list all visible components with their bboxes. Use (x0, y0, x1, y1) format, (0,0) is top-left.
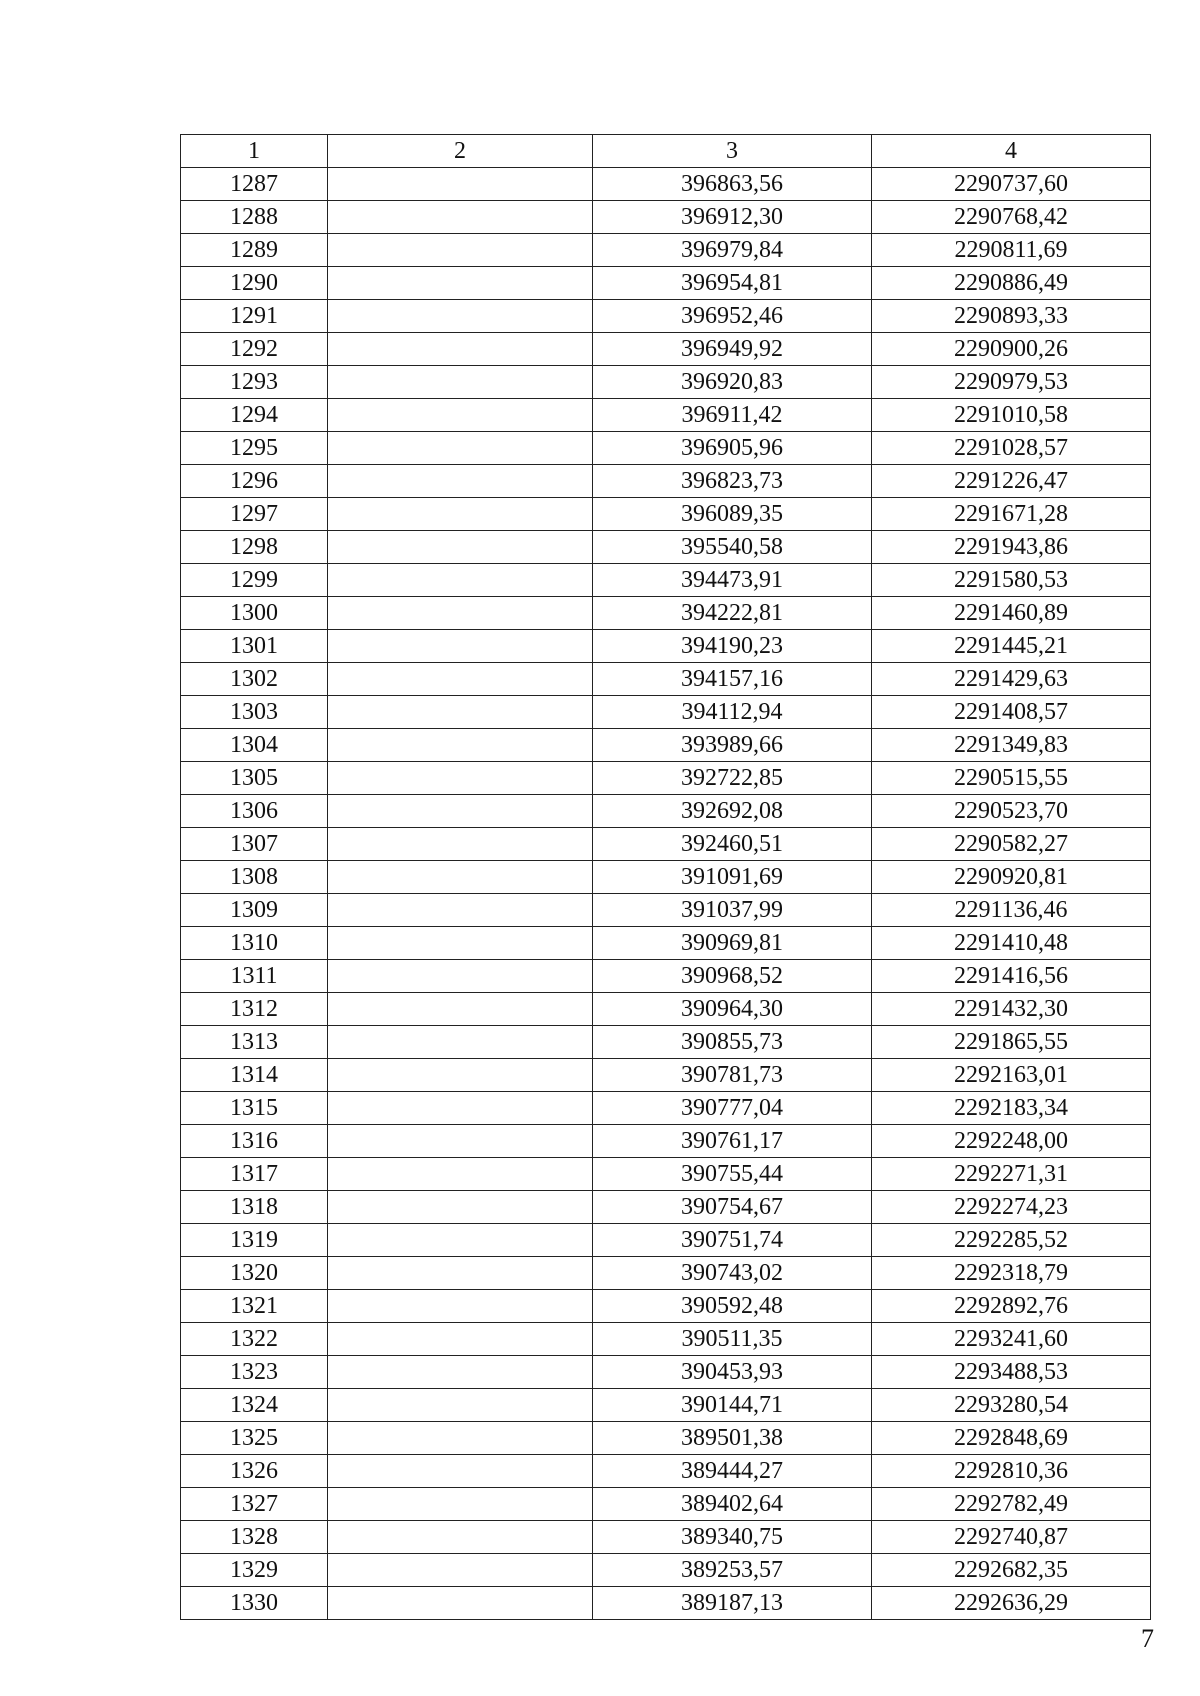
coordinate-y-cell: 2291416,56 (872, 960, 1151, 993)
coordinate-x-cell: 396979,84 (593, 234, 872, 267)
table-row (181, 1455, 1151, 1488)
point-number-cell: 1316 (181, 1125, 328, 1158)
coordinate-x-cell: 396912,30 (593, 201, 872, 234)
coordinate-x-cell: 394222,81 (593, 597, 872, 630)
description-cell (328, 1389, 593, 1422)
description-cell (328, 1191, 593, 1224)
point-number-cell: 1294 (181, 399, 328, 432)
coordinate-x-cell: 394473,91 (593, 564, 872, 597)
coordinate-x-cell: 389402,64 (593, 1488, 872, 1521)
coordinate-y-cell: 2290979,53 (872, 366, 1151, 399)
table-row (181, 927, 1151, 960)
point-number-cell: 1297 (181, 498, 328, 531)
coordinate-y-cell: 2291429,63 (872, 663, 1151, 696)
coordinate-y-cell: 2290886,49 (872, 267, 1151, 300)
coordinate-y-cell: 2290920,81 (872, 861, 1151, 894)
table-row (181, 795, 1151, 828)
description-cell (328, 333, 593, 366)
coordinate-y-cell: 2293280,54 (872, 1389, 1151, 1422)
coordinate-y-cell: 2292892,76 (872, 1290, 1151, 1323)
point-number-cell: 1314 (181, 1059, 328, 1092)
description-cell (328, 1290, 593, 1323)
description-cell (328, 1521, 593, 1554)
table-row (181, 1422, 1151, 1455)
description-cell (328, 729, 593, 762)
point-number-cell: 1302 (181, 663, 328, 696)
point-number-cell: 1308 (181, 861, 328, 894)
coordinate-y-cell: 2291408,57 (872, 696, 1151, 729)
description-cell (328, 861, 593, 894)
table-row (181, 1290, 1151, 1323)
coordinate-x-cell: 390743,02 (593, 1257, 872, 1290)
table-row (181, 1257, 1151, 1290)
point-number-cell: 1320 (181, 1257, 328, 1290)
table-row (181, 828, 1151, 861)
coordinate-x-cell: 390761,17 (593, 1125, 872, 1158)
coordinate-x-cell: 392460,51 (593, 828, 872, 861)
table-row (181, 762, 1151, 795)
coordinate-x-cell: 390777,04 (593, 1092, 872, 1125)
table-row (181, 300, 1151, 333)
description-cell (328, 1158, 593, 1191)
coordinate-x-cell: 396863,56 (593, 168, 872, 201)
table-row (181, 465, 1151, 498)
description-cell (328, 1554, 593, 1587)
table-row (181, 630, 1151, 663)
table-row (181, 1356, 1151, 1389)
table-row (181, 1224, 1151, 1257)
point-number-cell: 1313 (181, 1026, 328, 1059)
coordinate-x-cell: 396911,42 (593, 399, 872, 432)
coordinate-x-cell: 389187,13 (593, 1587, 872, 1620)
table-row (181, 234, 1151, 267)
description-cell (328, 960, 593, 993)
coordinate-y-cell: 2290523,70 (872, 795, 1151, 828)
description-cell (328, 795, 593, 828)
coordinate-x-cell: 394190,23 (593, 630, 872, 663)
point-number-cell: 1328 (181, 1521, 328, 1554)
description-cell (328, 432, 593, 465)
point-number-cell: 1304 (181, 729, 328, 762)
coordinate-y-cell: 2292636,29 (872, 1587, 1151, 1620)
description-cell (328, 531, 593, 564)
table-row (181, 960, 1151, 993)
point-number-cell: 1324 (181, 1389, 328, 1422)
table-row (181, 1158, 1151, 1191)
column-header-4: 4 (872, 135, 1151, 168)
coordinate-x-cell: 395540,58 (593, 531, 872, 564)
coordinate-y-cell: 2290515,55 (872, 762, 1151, 795)
table-row (181, 1191, 1151, 1224)
coordinate-x-cell: 390511,35 (593, 1323, 872, 1356)
table-row (181, 1554, 1151, 1587)
coordinate-x-cell: 390755,44 (593, 1158, 872, 1191)
table-row (181, 168, 1151, 201)
description-cell (328, 597, 593, 630)
point-number-cell: 1319 (181, 1224, 328, 1257)
coordinate-y-cell: 2291445,21 (872, 630, 1151, 663)
coordinate-y-cell: 2291460,89 (872, 597, 1151, 630)
coordinate-y-cell: 2290737,60 (872, 168, 1151, 201)
point-number-cell: 1290 (181, 267, 328, 300)
table-row (181, 432, 1151, 465)
point-number-cell: 1325 (181, 1422, 328, 1455)
coordinate-x-cell: 394157,16 (593, 663, 872, 696)
coordinate-y-cell: 2292274,23 (872, 1191, 1151, 1224)
coordinate-y-cell: 2291410,48 (872, 927, 1151, 960)
description-cell (328, 696, 593, 729)
description-cell (328, 1323, 593, 1356)
table-row (181, 531, 1151, 564)
table-row (181, 597, 1151, 630)
coordinate-x-cell: 392692,08 (593, 795, 872, 828)
description-cell (328, 168, 593, 201)
description-cell (328, 1455, 593, 1488)
point-number-cell: 1296 (181, 465, 328, 498)
coordinate-y-cell: 2290900,26 (872, 333, 1151, 366)
point-number-cell: 1306 (181, 795, 328, 828)
description-cell (328, 894, 593, 927)
page-number: 7 (1141, 1624, 1154, 1653)
coordinate-x-cell: 396954,81 (593, 267, 872, 300)
coordinate-x-cell: 389340,75 (593, 1521, 872, 1554)
coordinate-x-cell: 396089,35 (593, 498, 872, 531)
description-cell (328, 564, 593, 597)
description-cell (328, 1059, 593, 1092)
table-row (181, 1587, 1151, 1620)
table-row (181, 333, 1151, 366)
coordinate-x-cell: 391091,69 (593, 861, 872, 894)
description-cell (328, 366, 593, 399)
coordinate-x-cell: 393989,66 (593, 729, 872, 762)
coordinate-y-cell: 2291580,53 (872, 564, 1151, 597)
coordinate-x-cell: 389501,38 (593, 1422, 872, 1455)
description-cell (328, 1026, 593, 1059)
coordinate-y-cell: 2291432,30 (872, 993, 1151, 1026)
coordinate-y-cell: 2292740,87 (872, 1521, 1151, 1554)
coordinate-y-cell: 2291349,83 (872, 729, 1151, 762)
description-cell (328, 828, 593, 861)
coordinate-y-cell: 2292285,52 (872, 1224, 1151, 1257)
column-header-2: 2 (328, 135, 593, 168)
description-cell (328, 234, 593, 267)
point-number-cell: 1301 (181, 630, 328, 663)
point-number-cell: 1295 (181, 432, 328, 465)
coordinate-y-cell: 2293241,60 (872, 1323, 1151, 1356)
table-row (181, 1521, 1151, 1554)
coordinate-y-cell: 2291671,28 (872, 498, 1151, 531)
description-cell (328, 1257, 593, 1290)
point-number-cell: 1330 (181, 1587, 328, 1620)
description-cell (328, 762, 593, 795)
point-number-cell: 1322 (181, 1323, 328, 1356)
coordinate-x-cell: 390754,67 (593, 1191, 872, 1224)
coordinate-x-cell: 389444,27 (593, 1455, 872, 1488)
description-cell (328, 630, 593, 663)
description-cell (328, 399, 593, 432)
coordinate-x-cell: 390964,30 (593, 993, 872, 1026)
coordinate-x-cell: 390751,74 (593, 1224, 872, 1257)
coordinate-x-cell: 396949,92 (593, 333, 872, 366)
point-number-cell: 1312 (181, 993, 328, 1026)
description-cell (328, 498, 593, 531)
point-number-cell: 1291 (181, 300, 328, 333)
coordinate-y-cell: 2290811,69 (872, 234, 1151, 267)
coordinate-x-cell: 391037,99 (593, 894, 872, 927)
table-body (181, 168, 1151, 1620)
coordinate-y-cell: 2290582,27 (872, 828, 1151, 861)
coordinates-table (180, 134, 1151, 1620)
coordinate-y-cell: 2293488,53 (872, 1356, 1151, 1389)
coordinate-y-cell: 2292682,35 (872, 1554, 1151, 1587)
point-number-cell: 1287 (181, 168, 328, 201)
coordinate-y-cell: 2292318,79 (872, 1257, 1151, 1290)
coordinate-x-cell: 390969,81 (593, 927, 872, 960)
table-row (181, 1389, 1151, 1422)
coordinate-x-cell: 389253,57 (593, 1554, 872, 1587)
coordinate-x-cell: 396952,46 (593, 300, 872, 333)
table-row (181, 498, 1151, 531)
table-header-row (181, 135, 1151, 168)
description-cell (328, 1125, 593, 1158)
description-cell (328, 300, 593, 333)
table-row (181, 366, 1151, 399)
point-number-cell: 1288 (181, 201, 328, 234)
coordinate-x-cell: 390968,52 (593, 960, 872, 993)
coordinate-y-cell: 2292163,01 (872, 1059, 1151, 1092)
description-cell (328, 1224, 593, 1257)
table-row (181, 267, 1151, 300)
coordinate-y-cell: 2292183,34 (872, 1092, 1151, 1125)
point-number-cell: 1309 (181, 894, 328, 927)
coordinate-y-cell: 2290768,42 (872, 201, 1151, 234)
coordinate-y-cell: 2292810,36 (872, 1455, 1151, 1488)
description-cell (328, 1356, 593, 1389)
coordinate-x-cell: 392722,85 (593, 762, 872, 795)
description-cell (328, 465, 593, 498)
point-number-cell: 1315 (181, 1092, 328, 1125)
description-cell (328, 663, 593, 696)
point-number-cell: 1292 (181, 333, 328, 366)
point-number-cell: 1329 (181, 1554, 328, 1587)
table-row (181, 399, 1151, 432)
point-number-cell: 1307 (181, 828, 328, 861)
coordinate-y-cell: 2291028,57 (872, 432, 1151, 465)
coordinate-y-cell: 2292271,31 (872, 1158, 1151, 1191)
coordinate-x-cell: 390144,71 (593, 1389, 872, 1422)
point-number-cell: 1321 (181, 1290, 328, 1323)
table-row (181, 1026, 1151, 1059)
table-row (181, 1323, 1151, 1356)
point-number-cell: 1305 (181, 762, 328, 795)
point-number-cell: 1300 (181, 597, 328, 630)
table-row (181, 564, 1151, 597)
description-cell (328, 1422, 593, 1455)
coordinate-x-cell: 396920,83 (593, 366, 872, 399)
column-header-1: 1 (181, 135, 328, 168)
table-row (181, 1092, 1151, 1125)
description-cell (328, 1488, 593, 1521)
point-number-cell: 1327 (181, 1488, 328, 1521)
table-row (181, 663, 1151, 696)
point-number-cell: 1299 (181, 564, 328, 597)
point-number-cell: 1303 (181, 696, 328, 729)
description-cell (328, 1092, 593, 1125)
coordinate-x-cell: 396823,73 (593, 465, 872, 498)
coordinate-x-cell: 390855,73 (593, 1026, 872, 1059)
coordinate-y-cell: 2292848,69 (872, 1422, 1151, 1455)
point-number-cell: 1298 (181, 531, 328, 564)
coordinate-x-cell: 390592,48 (593, 1290, 872, 1323)
coordinate-x-cell: 390453,93 (593, 1356, 872, 1389)
coordinate-y-cell: 2291136,46 (872, 894, 1151, 927)
coordinate-y-cell: 2292782,49 (872, 1488, 1151, 1521)
point-number-cell: 1311 (181, 960, 328, 993)
coordinate-y-cell: 2292248,00 (872, 1125, 1151, 1158)
point-number-cell: 1310 (181, 927, 328, 960)
coordinate-y-cell: 2291226,47 (872, 465, 1151, 498)
coordinate-y-cell: 2290893,33 (872, 300, 1151, 333)
point-number-cell: 1326 (181, 1455, 328, 1488)
coordinate-x-cell: 396905,96 (593, 432, 872, 465)
coordinate-x-cell: 390781,73 (593, 1059, 872, 1092)
table-row (181, 729, 1151, 762)
description-cell (328, 201, 593, 234)
table-row (181, 1059, 1151, 1092)
point-number-cell: 1317 (181, 1158, 328, 1191)
table-row (181, 993, 1151, 1026)
coordinate-y-cell: 2291010,58 (872, 399, 1151, 432)
point-number-cell: 1293 (181, 366, 328, 399)
table-row (181, 1488, 1151, 1521)
coordinate-x-cell: 394112,94 (593, 696, 872, 729)
table-row (181, 1125, 1151, 1158)
point-number-cell: 1318 (181, 1191, 328, 1224)
point-number-cell: 1323 (181, 1356, 328, 1389)
description-cell (328, 267, 593, 300)
coordinate-y-cell: 2291943,86 (872, 531, 1151, 564)
description-cell (328, 993, 593, 1026)
column-header-3: 3 (593, 135, 872, 168)
table-row (181, 201, 1151, 234)
table-row (181, 696, 1151, 729)
description-cell (328, 1587, 593, 1620)
description-cell (328, 927, 593, 960)
coordinate-y-cell: 2291865,55 (872, 1026, 1151, 1059)
table-row (181, 861, 1151, 894)
table-row (181, 894, 1151, 927)
point-number-cell: 1289 (181, 234, 328, 267)
